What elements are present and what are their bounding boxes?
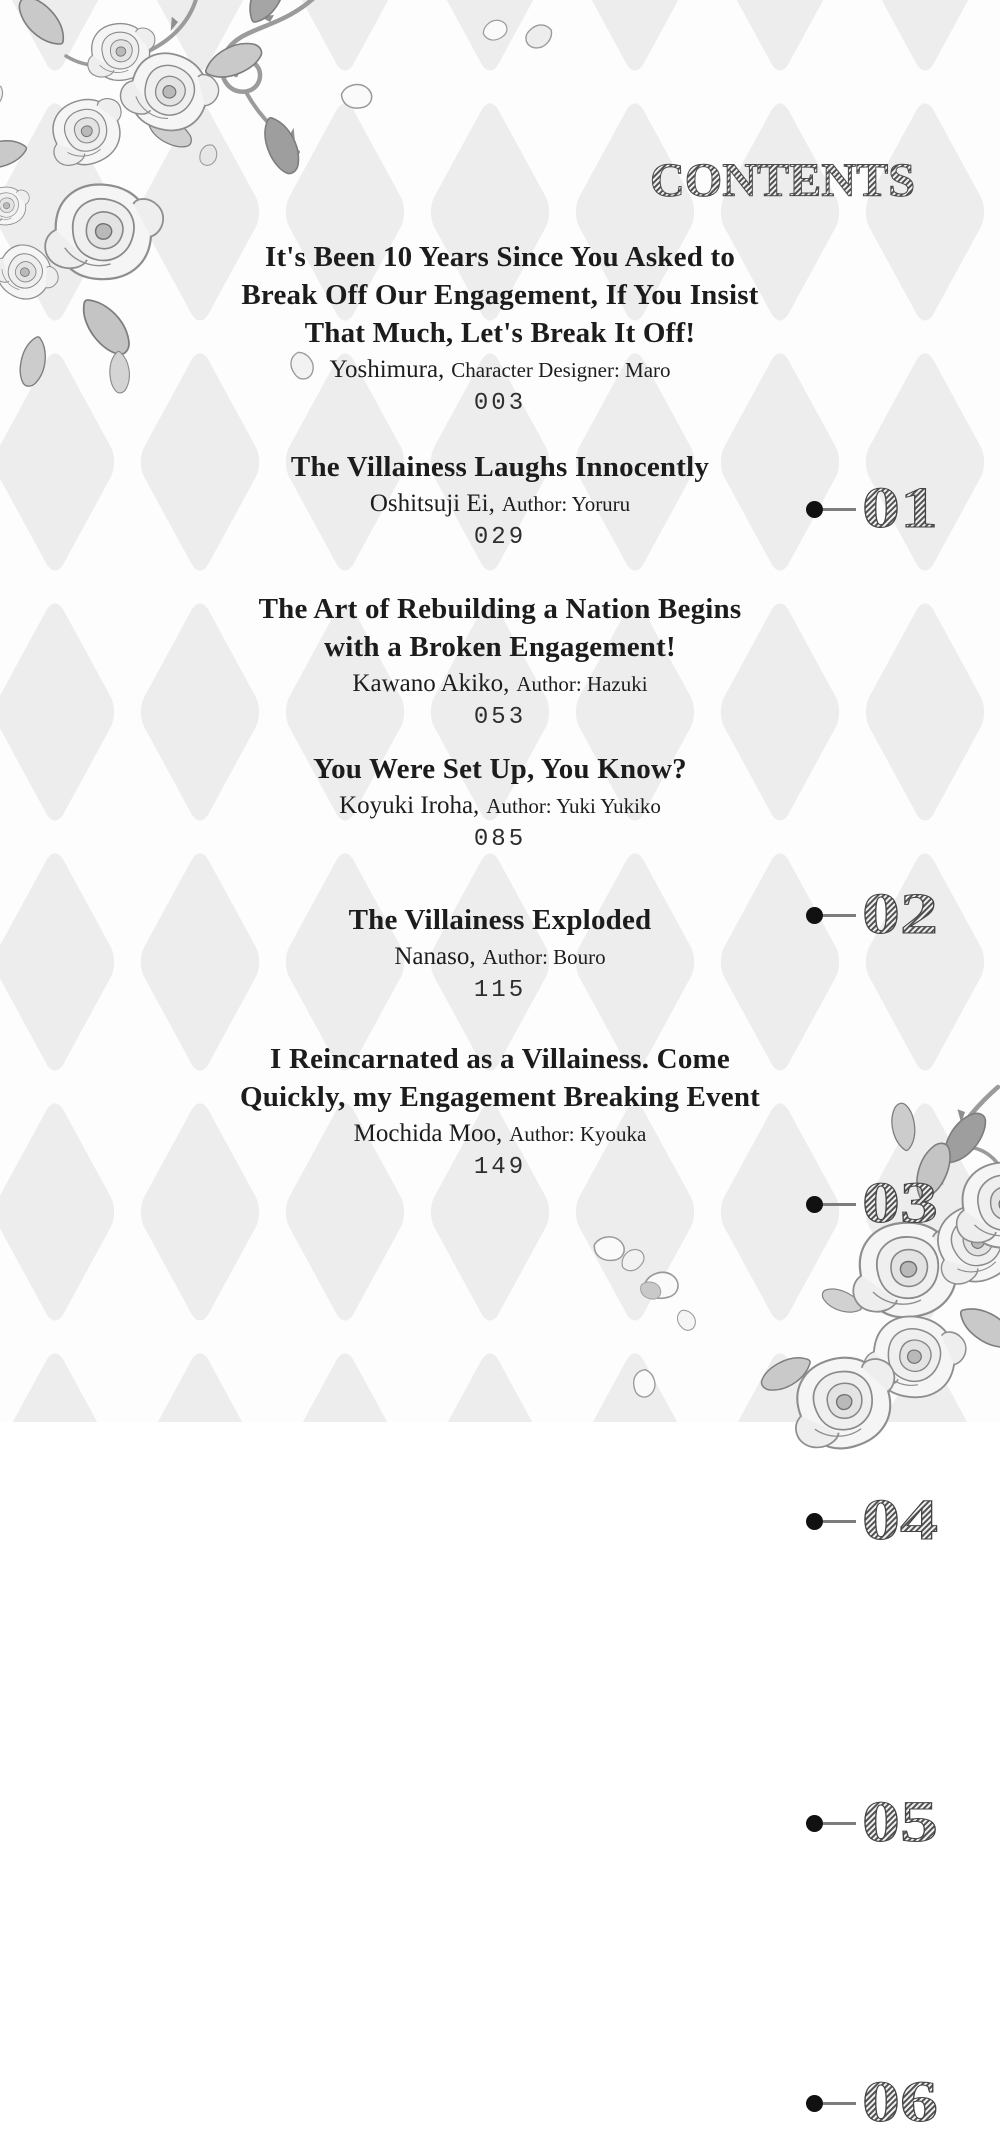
chapter-number-marker: [806, 1486, 943, 1553]
connector-line: [823, 1203, 856, 1206]
svg-text:04: 04: [862, 1486, 938, 1552]
chapter-title-line: Break Off Our Engagement, If You Insist: [241, 279, 759, 311]
chapter-page-number: 115: [473, 977, 527, 1004]
chapter-credit: Author: Kyouka: [509, 1122, 647, 1146]
bullet-dot-icon: [806, 1196, 823, 1213]
chapter-title-line: The Art of Rebuilding a Nation Begins: [258, 593, 742, 625]
chapter-page-number: 085: [473, 826, 527, 853]
chapter-page-number: 149: [473, 1154, 527, 1181]
chapter-title-line: You Were Set Up, You Know?: [313, 753, 687, 785]
chapter-number-holder: [857, 1789, 943, 1858]
chapter-title: [180, 238, 820, 352]
svg-text:06: 06: [862, 2068, 938, 2134]
connector-line: [823, 508, 856, 511]
chapter-title-line: I Reincarnated as a Villainess. Come: [270, 1043, 730, 1075]
toc-entry-text: [180, 448, 820, 551]
chapter-number-marker: [806, 880, 943, 947]
toc-entry-text: [180, 238, 820, 417]
chapter-number-marker: [806, 1169, 943, 1236]
chapter-number-marker: [806, 2068, 943, 2135]
chapter-number: [857, 881, 943, 945]
chapter-title-line: The Villainess Exploded: [348, 904, 652, 936]
chapter-title-line: The Villainess Laughs Innocently: [290, 451, 710, 483]
bullet-dot-icon: [806, 1513, 823, 1530]
toc-entry-text: [180, 750, 820, 853]
connector-line: [823, 1520, 856, 1523]
chapter-title: [180, 1040, 820, 1116]
chapter-page-number: 003: [473, 390, 527, 417]
chapter-credit: Author: Yuki Yukiko: [486, 794, 661, 818]
bullet-dot-icon: [806, 1815, 823, 1832]
toc-entry-text: [180, 590, 820, 731]
svg-text:05: 05: [862, 1788, 938, 1854]
chapter-artist: Mochida Moo,: [353, 1120, 503, 1147]
chapter-credit: Character Designer: Maro: [451, 358, 671, 382]
chapter-artist: Yoshimura,: [329, 356, 445, 383]
chapter-number-holder: [857, 2069, 943, 2138]
chapter-credit: Author: Yoruru: [501, 492, 631, 516]
chapter-byline: [180, 1119, 820, 1152]
chapter-title: [180, 750, 820, 788]
chapter-title: [180, 901, 820, 939]
chapter-number: [857, 1487, 943, 1551]
chapter-title-line: with a Broken Engagement!: [324, 631, 676, 663]
chapter-number-marker: [806, 474, 943, 541]
chapter-byline: [180, 669, 820, 702]
chapter-credit: Author: Bouro: [482, 945, 606, 969]
svg-text:01: 01: [862, 474, 938, 540]
chapter-title: [180, 448, 820, 486]
chapter-artist: Koyuki Iroha,: [339, 792, 480, 819]
chapter-artist: Kawano Akiko,: [352, 670, 510, 697]
chapter-number-holder: [857, 1170, 943, 1239]
chapter-page-number: 029: [473, 524, 527, 551]
chapter-number-holder: [857, 475, 943, 544]
chapter-title-line: That Much, Let's Break It Off!: [304, 317, 696, 349]
chapter-number-marker: [806, 1788, 943, 1855]
toc-entry-text: [180, 1040, 820, 1181]
chapter-artist: Nanaso,: [394, 943, 476, 970]
connector-line: [823, 2102, 856, 2105]
chapter-number: [857, 1789, 943, 1853]
chapter-title: [180, 590, 820, 666]
chapter-number-holder: [857, 1487, 943, 1556]
page-title: CONTENTS: [650, 154, 915, 207]
chapter-artist: Oshitsuji Ei,: [369, 490, 495, 517]
chapter-title-line: It's Been 10 Years Since You Asked to: [264, 241, 736, 273]
chapter-number: [857, 2069, 943, 2133]
chapter-number-holder: [857, 881, 943, 950]
chapter-byline: [180, 355, 820, 388]
chapter-credit: Author: Hazuki: [516, 672, 648, 696]
toc-entry-text: [180, 901, 820, 1004]
chapter-byline: [180, 942, 820, 975]
bullet-dot-icon: [806, 2095, 823, 2112]
chapter-number: [857, 475, 943, 539]
chapter-page-number: 053: [473, 704, 527, 731]
chapter-number: [857, 1170, 943, 1234]
connector-line: [823, 914, 856, 917]
svg-text:02: 02: [862, 880, 938, 946]
chapter-title-line: Quickly, my Engagement Breaking Event: [239, 1081, 761, 1113]
chapter-byline: [180, 489, 820, 522]
chapter-byline: [180, 791, 820, 824]
svg-text:03: 03: [862, 1169, 938, 1235]
connector-line: [823, 1822, 856, 1825]
